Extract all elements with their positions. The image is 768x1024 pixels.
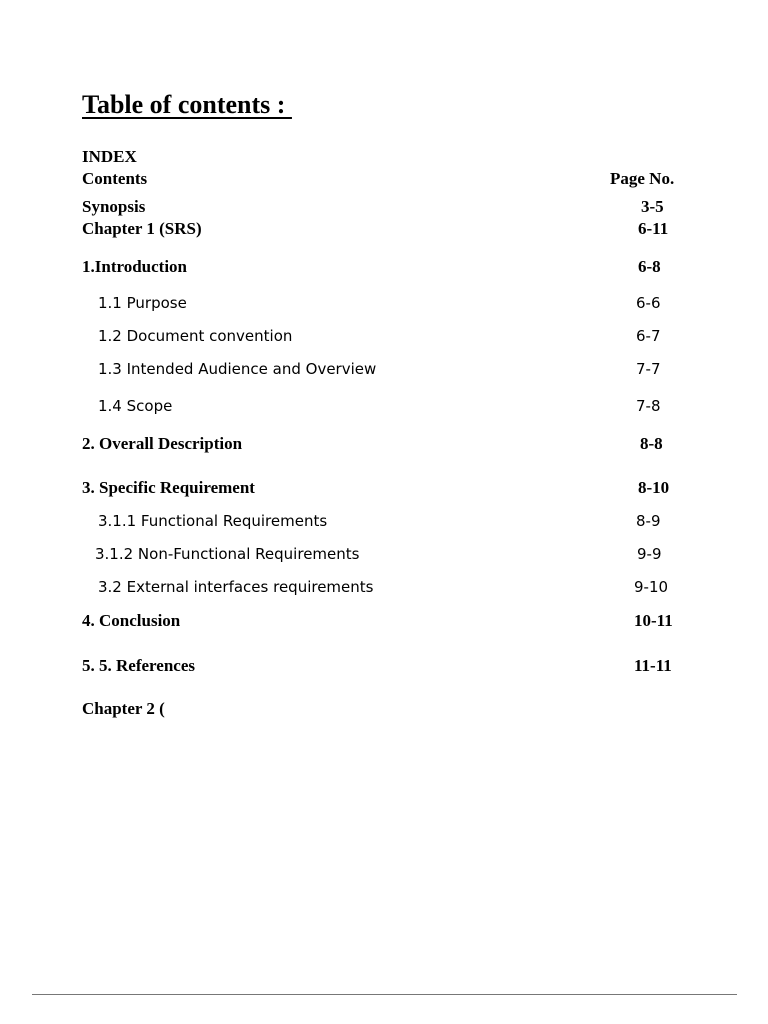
index-heading: INDEX (82, 147, 137, 166)
toc-entry-pages: 7-8 (636, 397, 661, 415)
toc-entry-pages: 7-7 (636, 360, 661, 378)
toc-entry-label: Chapter 1 (SRS) (82, 219, 202, 238)
toc-entry (0, 358, 768, 380)
toc-entry-label: 3. Specific Requirement (82, 478, 255, 497)
toc-entry-label: 3.1.1 Functional Requirements (98, 512, 328, 530)
toc-entry (0, 292, 768, 314)
toc-entry (0, 395, 768, 417)
toc-entry-label: 1.3 Intended Audience and Overview (98, 360, 377, 378)
toc-entry-label: 1.Introduction (82, 257, 188, 276)
toc-entry-label: 2. Overall Description (82, 434, 243, 453)
toc-entry-label: 4. Conclusion (82, 611, 181, 630)
toc-entry (0, 655, 768, 677)
toc-entry (0, 543, 768, 565)
toc-entry-pages: 8-9 (636, 512, 661, 530)
page-title: Table of contents : (82, 90, 292, 119)
footer-divider (32, 994, 737, 995)
toc-entry-label: Chapter 2 ( (82, 699, 165, 718)
toc-entry (0, 433, 768, 455)
toc-entry (0, 510, 768, 532)
toc-entry-label: 3.2 External interfaces requirements (98, 578, 374, 596)
column-header-row (0, 168, 768, 190)
toc-entry-pages: 6-6 (636, 294, 661, 312)
toc-entry-label: Synopsis (82, 197, 146, 216)
toc-entry-label: 5. 5. References (82, 656, 195, 675)
toc-entry-label: 3.1.2 Non-Functional Requirements (95, 545, 360, 563)
toc-entry-pages: 3-5 (641, 197, 664, 216)
toc-entry-pages: 6-8 (638, 257, 661, 276)
toc-entry-label: 1.4 Scope (98, 397, 173, 415)
toc-entry (0, 325, 768, 347)
toc-entry (0, 196, 768, 218)
toc-entry (0, 698, 768, 720)
toc-entry-pages: 10-11 (634, 611, 673, 630)
toc-entry (0, 576, 768, 598)
toc-entry (0, 256, 768, 278)
contents-column-header: Contents (82, 169, 148, 188)
page-number-column-header: Page No. (610, 169, 675, 188)
toc-entry (0, 477, 768, 499)
toc-entry-pages: 9-9 (637, 545, 662, 563)
toc-entry-pages: 6-11 (638, 219, 669, 238)
index-heading-row (0, 146, 768, 168)
toc-entry-label: 1.1 Purpose (98, 294, 187, 312)
toc-entry (0, 610, 768, 632)
toc-entry-pages: 8-8 (640, 434, 663, 453)
toc-entry (0, 218, 768, 240)
toc-entry-pages: 9-10 (634, 578, 669, 596)
toc-entry-pages: 8-10 (638, 478, 670, 497)
toc-entry-pages: 6-7 (636, 327, 661, 345)
toc-entry-pages: 11-11 (634, 656, 672, 675)
toc-entry-label: 1.2 Document convention (98, 327, 293, 345)
